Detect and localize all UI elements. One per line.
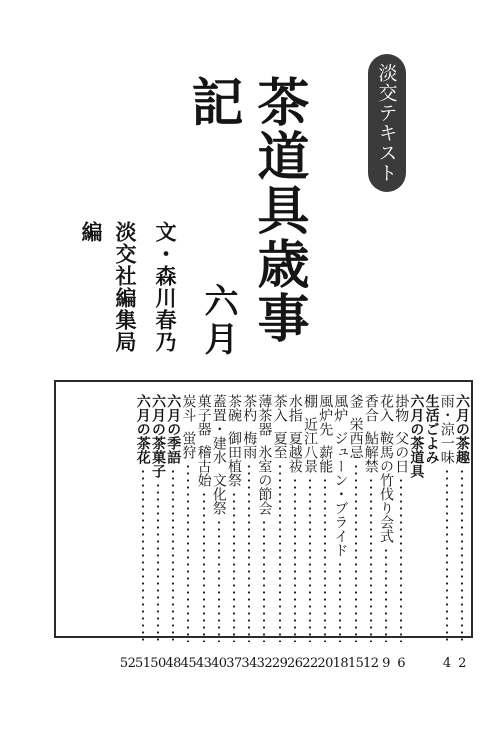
toc-leader-dots	[141, 468, 145, 642]
toc-page-number: 12	[363, 656, 379, 671]
toc-leader-dots	[232, 491, 236, 642]
toc-page-number: 26	[287, 656, 303, 671]
toc-page-number: 6	[397, 656, 406, 671]
toc-page-number: 15	[347, 656, 364, 671]
toc-page-number: 2	[458, 656, 466, 671]
toc-page-number: 20	[317, 656, 333, 671]
toc-entry-subtitle: 鮎解禁	[362, 431, 379, 473]
toc-entry-subtitle: 梅雨	[241, 431, 258, 459]
author-credit: 文・森川春乃	[153, 221, 178, 353]
toc-entry-subtitle: 氷室の節会	[256, 445, 273, 515]
toc-page-number: 4	[442, 656, 451, 671]
toc-entry-subtitle: 栄西忌	[347, 417, 364, 459]
toc-entry-label: 六月の茶趣	[454, 394, 470, 464]
toc-entry-label: 六月の茶菓子	[150, 394, 166, 478]
toc-entry-subtitle: 御田植祭	[226, 431, 242, 487]
toc-leader-dots	[171, 468, 175, 642]
toc-leader-dots	[202, 491, 206, 642]
toc-leader-dots	[217, 519, 221, 642]
toc-entry-subtitle: 鞍馬の竹伐り会式	[378, 431, 394, 543]
toc-page-number: 51	[135, 656, 151, 671]
toc-entry-subtitle: ジューン・ブライド	[332, 431, 349, 557]
editor-credit: 淡交社編集局編	[79, 221, 138, 353]
toc-page-number: 32	[256, 656, 273, 671]
toc-entry-subtitle: 父の日	[393, 431, 410, 473]
toc-entry-label: 炭斗	[180, 394, 197, 422]
book-title: 茶道具歳事記	[182, 75, 309, 345]
toc-page-number: 52	[119, 656, 136, 671]
toc-page-number: 43	[195, 656, 212, 671]
toc-leader-dots	[399, 477, 403, 642]
toc-entry-subtitle: 文化祭	[210, 473, 227, 515]
toc-entry-label: 六月の茶道具	[408, 394, 425, 478]
toc-entry-label: 風炉	[332, 394, 349, 422]
toc-page-number: 45	[180, 656, 197, 671]
toc-entry-label: 生活ごよみ	[423, 394, 440, 464]
toc-leader-dots	[262, 519, 266, 642]
toc-leader-dots	[338, 561, 342, 642]
toc-leader-dots	[156, 482, 160, 642]
toc-entry-subtitle: 稽古始	[195, 445, 212, 487]
toc-leader-dots	[308, 477, 312, 642]
toc-entry-label: 六月の季語	[165, 394, 182, 464]
toc-leader-dots	[186, 463, 190, 642]
toc-leader-dots	[369, 477, 373, 642]
toc-page-number: 22	[302, 656, 318, 671]
toc-entry-label: 雨・涼一味	[438, 394, 455, 464]
toc-page-number: 48	[165, 656, 181, 671]
toc-entry-subtitle: 夏越祓	[286, 431, 303, 473]
toc-leader-dots	[278, 463, 282, 642]
toc-page-number: 9	[382, 656, 390, 671]
toc-entry-label: 薄茶器	[256, 394, 273, 436]
toc-entry-label: 菓子器	[195, 394, 212, 436]
toc-leader-dots	[354, 463, 358, 642]
toc-leader-dots	[323, 477, 327, 642]
toc-entry-subtitle: 夏至	[271, 431, 288, 459]
series-label: 淡交テキスト	[368, 54, 406, 192]
toc-page-number: 37	[226, 656, 242, 671]
toc-entry-label: 香合	[362, 394, 379, 422]
toc-entry-label: 棚	[302, 394, 318, 408]
toc-page-number: 29	[271, 656, 288, 671]
toc-entry-label: 風炉先	[317, 394, 334, 436]
table-of-contents	[54, 380, 473, 671]
toc-entry-label: 茶碗	[226, 394, 242, 422]
toc-entry-label: 掛物	[393, 394, 410, 422]
toc-entry-label: 花入	[378, 394, 394, 422]
toc-entry	[118, 394, 138, 671]
toc-leader-dots	[460, 468, 464, 642]
toc-entry-subtitle: 蛍狩	[180, 431, 197, 459]
toc-entry-label: 茶杓	[241, 394, 258, 422]
toc-page-number: 18	[332, 656, 349, 671]
book-month: 六月	[198, 283, 238, 359]
toc-entry-label: 水指	[286, 394, 303, 422]
toc-leader-dots	[384, 547, 388, 642]
toc-entry-label: 蓋置・建水	[210, 394, 227, 464]
toc-leader-dots	[247, 463, 251, 642]
toc-entry-label: 六月の茶花	[134, 394, 151, 464]
toc-entry-label: 茶入	[271, 394, 288, 422]
credits	[79, 221, 184, 371]
toc-page-number: 34	[241, 656, 257, 671]
toc-leader-dots	[445, 468, 449, 642]
toc-entry-label: 釜	[347, 394, 364, 408]
toc-page-number: 40	[211, 656, 227, 671]
toc-entry-subtitle: 薪能	[317, 445, 334, 473]
toc-page-number: 50	[150, 656, 166, 671]
toc-leader-dots	[293, 477, 297, 642]
toc-entry-subtitle: 近江八景	[302, 417, 318, 473]
